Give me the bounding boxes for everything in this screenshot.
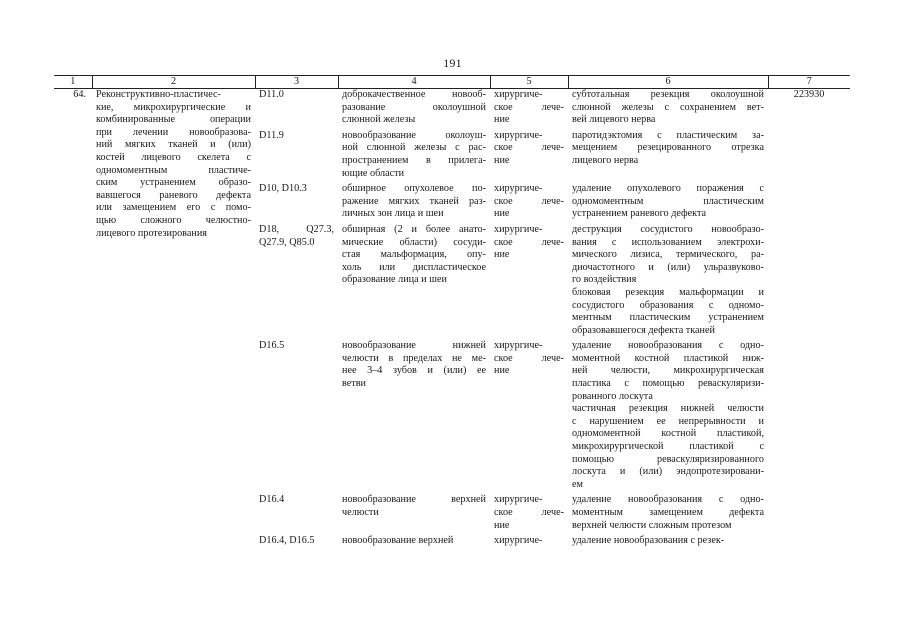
text-line: нее 3–4 зубов и (или) ее (342, 365, 486, 377)
treatment-method-cell (568, 127, 768, 180)
text-line: с нарушением ее непрерывности и (572, 415, 764, 427)
diagnosis-cell (338, 127, 490, 180)
text-line: микрохирургической пластикой с (572, 441, 764, 453)
column-header-3: 3 (255, 76, 338, 89)
icd-code-cell (255, 337, 338, 491)
text-line: вей лицевого нерва (572, 114, 656, 126)
treatment-method-cell (568, 491, 768, 532)
treatment-type-cell (490, 89, 568, 127)
text-line: новообразование верхней (342, 494, 486, 506)
treatment-type-cell (490, 221, 568, 337)
text-line: новообразование нижней (342, 340, 486, 352)
text-line: ское лече- (494, 195, 564, 207)
text-line: холь или диспластическое (342, 261, 486, 273)
text-line: ским устранением образо- (96, 177, 251, 189)
text-line: рованного лоскута (572, 390, 653, 402)
text-line: Реконструктивно-пластичес- (96, 89, 221, 100)
icd-code-cell (255, 180, 338, 221)
text-line: мического лизиса, термического, ра- (572, 249, 764, 261)
text-line: помощью реваскуляризированного (572, 453, 764, 465)
text-line: Q27.9, Q85.0 (259, 236, 315, 248)
text-line: ние (494, 154, 510, 166)
text-line: хирургиче- (494, 535, 543, 547)
text-line: вавшегося раневого дефекта (96, 189, 251, 201)
text-line: ветви (342, 378, 366, 390)
text-line: ние (494, 519, 510, 531)
row-number-cell: 64. (73, 89, 86, 100)
text-line: образовавшегося дефекта тканей (572, 324, 715, 336)
method-paragraph (572, 89, 764, 127)
text-line: ем (572, 478, 583, 490)
diagnosis-cell (338, 532, 490, 548)
text-line: новообразование околоуш- (342, 129, 486, 141)
diagnosis-cell (338, 89, 490, 127)
method-paragraph (572, 183, 764, 221)
diagnosis-cell (338, 337, 490, 491)
column-header-7: 7 (768, 76, 850, 89)
text-line: или замещением его с помо- (96, 202, 251, 214)
text-line: сосудистого образования с одномо- (572, 299, 764, 311)
text-line: хирургиче- (494, 129, 543, 141)
treatment-method-cell (568, 532, 768, 548)
table-row (54, 89, 850, 127)
text-line: ние (494, 114, 510, 126)
cost-amount-cell: 223930 (793, 89, 825, 100)
text-line: субтотальная резекция околоушной (572, 89, 764, 100)
text-line: мещением резецированного отрезка (572, 142, 764, 154)
text-line: одномоментным пластическим (572, 195, 764, 207)
text-line: челюсти (342, 507, 379, 518)
diagnosis-cell (338, 180, 490, 221)
text-line: лицевого протезирования (96, 227, 207, 239)
method-paragraph (572, 287, 764, 337)
method-paragraph (572, 130, 764, 168)
text-line: комбинированные операции (96, 114, 251, 126)
text-line: ющие области (342, 167, 405, 179)
text-line: удаление опухолевого поражения с (572, 183, 764, 195)
text-line: ское лече- (494, 236, 564, 248)
text-line: верхней челюсти сложным протезом (572, 519, 732, 531)
document-table-container (54, 75, 850, 548)
treatment-method-cell (568, 89, 768, 127)
text-line: одномоментным пластиче- (96, 164, 251, 176)
text-line: костей лицевого скелета с (96, 151, 251, 163)
column-header-5: 5 (490, 76, 568, 89)
text-line: ское лече- (494, 101, 564, 113)
text-line: пространением в прилега- (342, 154, 486, 166)
text-line: ское лече- (494, 142, 564, 154)
diagnosis-cell (338, 491, 490, 532)
text-line: ной слюнной железы с рас- (342, 142, 486, 154)
text-line: хирургиче- (494, 494, 543, 506)
text-line: ней челюсти, микрохирургическая (572, 365, 764, 377)
text-line: деструкция сосудистого новообразо- (572, 223, 764, 235)
icd-code-cell (255, 532, 338, 548)
column-header-1: 1 (54, 76, 92, 89)
treatment-type-cell (490, 491, 568, 532)
treatment-type-cell (490, 337, 568, 491)
text-line: D10, D10.3 (259, 183, 307, 195)
text-line: удаление новообразования с одно- (572, 340, 764, 352)
text-line: D16.4 (259, 494, 285, 506)
text-line: слюнной железы (342, 114, 416, 126)
icd-code-cell (255, 127, 338, 180)
text-line: при лечении новообразова- (96, 126, 251, 138)
text-line: D11.0 (259, 89, 284, 100)
treatment-type-cell (490, 127, 568, 180)
text-line: D16.5 (259, 340, 285, 352)
treatment-type-cell (490, 180, 568, 221)
treatment-method-cell (568, 180, 768, 221)
text-line: D16.4, D16.5 (259, 535, 315, 547)
text-line: удаление новообразования с резек- (572, 535, 725, 547)
text-line: ний мягких тканей и (или) (96, 139, 251, 151)
column-header-6: 6 (568, 76, 768, 89)
method-paragraph (572, 535, 764, 548)
text-line: хирургиче- (494, 223, 543, 235)
procedure-name-cell (92, 89, 255, 548)
text-line: удаление новообразования с одно- (572, 494, 764, 506)
text-line: обширная (2 и более анато- (342, 223, 486, 235)
text-line: хирургиче- (494, 340, 543, 352)
text-line: моментным замещением дефекта (572, 507, 764, 518)
column-number-header-row (54, 76, 850, 89)
text-line: обширное опухолевое по- (342, 183, 486, 195)
text-line: стая мальформация, опу- (342, 249, 486, 261)
text-line: челюсти в пределах не ме- (342, 352, 486, 364)
text-line: паротидэктомия с пластическим за- (572, 129, 764, 141)
text-line: моментной костной пластикой ниж- (572, 352, 764, 364)
text-line: ние (494, 365, 510, 377)
text-line: мические области) сосуди- (342, 236, 486, 248)
text-line: устранением раневого дефекта (572, 208, 707, 220)
column-header-2: 2 (92, 76, 255, 89)
treatment-method-cell (568, 337, 768, 491)
text-line: ражение мягких тканей раз- (342, 195, 486, 207)
page-number: 191 (443, 56, 462, 70)
text-line: ние (494, 208, 510, 220)
medical-procedures-table (54, 75, 850, 548)
text-line: ние (494, 249, 510, 261)
text-line: хирургиче- (494, 89, 543, 100)
text-line: диочастотного и (или) ульразвуково- (572, 261, 764, 273)
text-line: слюнной железы с сохранением вет- (572, 101, 764, 113)
text-line: доброкачественное новооб- (342, 89, 486, 100)
column-header-4: 4 (338, 76, 490, 89)
treatment-method-cell (568, 221, 768, 337)
text-line: го воздействия (572, 274, 637, 286)
text-line: D18, Q27.3, (259, 223, 334, 235)
icd-code-cell (255, 491, 338, 532)
text-line: вания с использованием электрохи- (572, 236, 764, 248)
text-line: одномоментной костной пластикой, (572, 428, 764, 440)
text-line: лоскута и (или) эндопротезировани- (572, 466, 764, 478)
icd-code-cell (255, 89, 338, 127)
text-line: образование лица и шеи (342, 274, 447, 286)
text-line: лицевого нерва (572, 154, 639, 166)
text-line: хирургиче- (494, 183, 543, 195)
text-line: кие, микрохирургические и (96, 101, 251, 113)
text-line: блоковая резекция мальформации и (572, 286, 764, 298)
text-line: ментным пластическим устранением (572, 312, 764, 324)
text-line: личных зон лица и шеи (342, 208, 444, 220)
text-line: D11.9 (259, 129, 284, 141)
text-line: новообразование верхней (342, 535, 454, 547)
diagnosis-cell (338, 221, 490, 337)
method-paragraph (572, 403, 764, 491)
method-paragraph (572, 494, 764, 532)
text-line: ское лече- (494, 352, 564, 364)
treatment-type-cell (490, 532, 568, 548)
method-paragraph (572, 340, 764, 403)
text-line: щью сложного челюстно- (96, 214, 251, 226)
text-line: ское лече- (494, 507, 564, 518)
method-paragraph (572, 224, 764, 287)
icd-code-cell (255, 221, 338, 337)
text-line: пластика с помощью реваскуляризи- (572, 378, 764, 390)
text-line: частичная резекция нижней челюсти (572, 403, 764, 415)
text-line: разование околоушной (342, 101, 486, 113)
